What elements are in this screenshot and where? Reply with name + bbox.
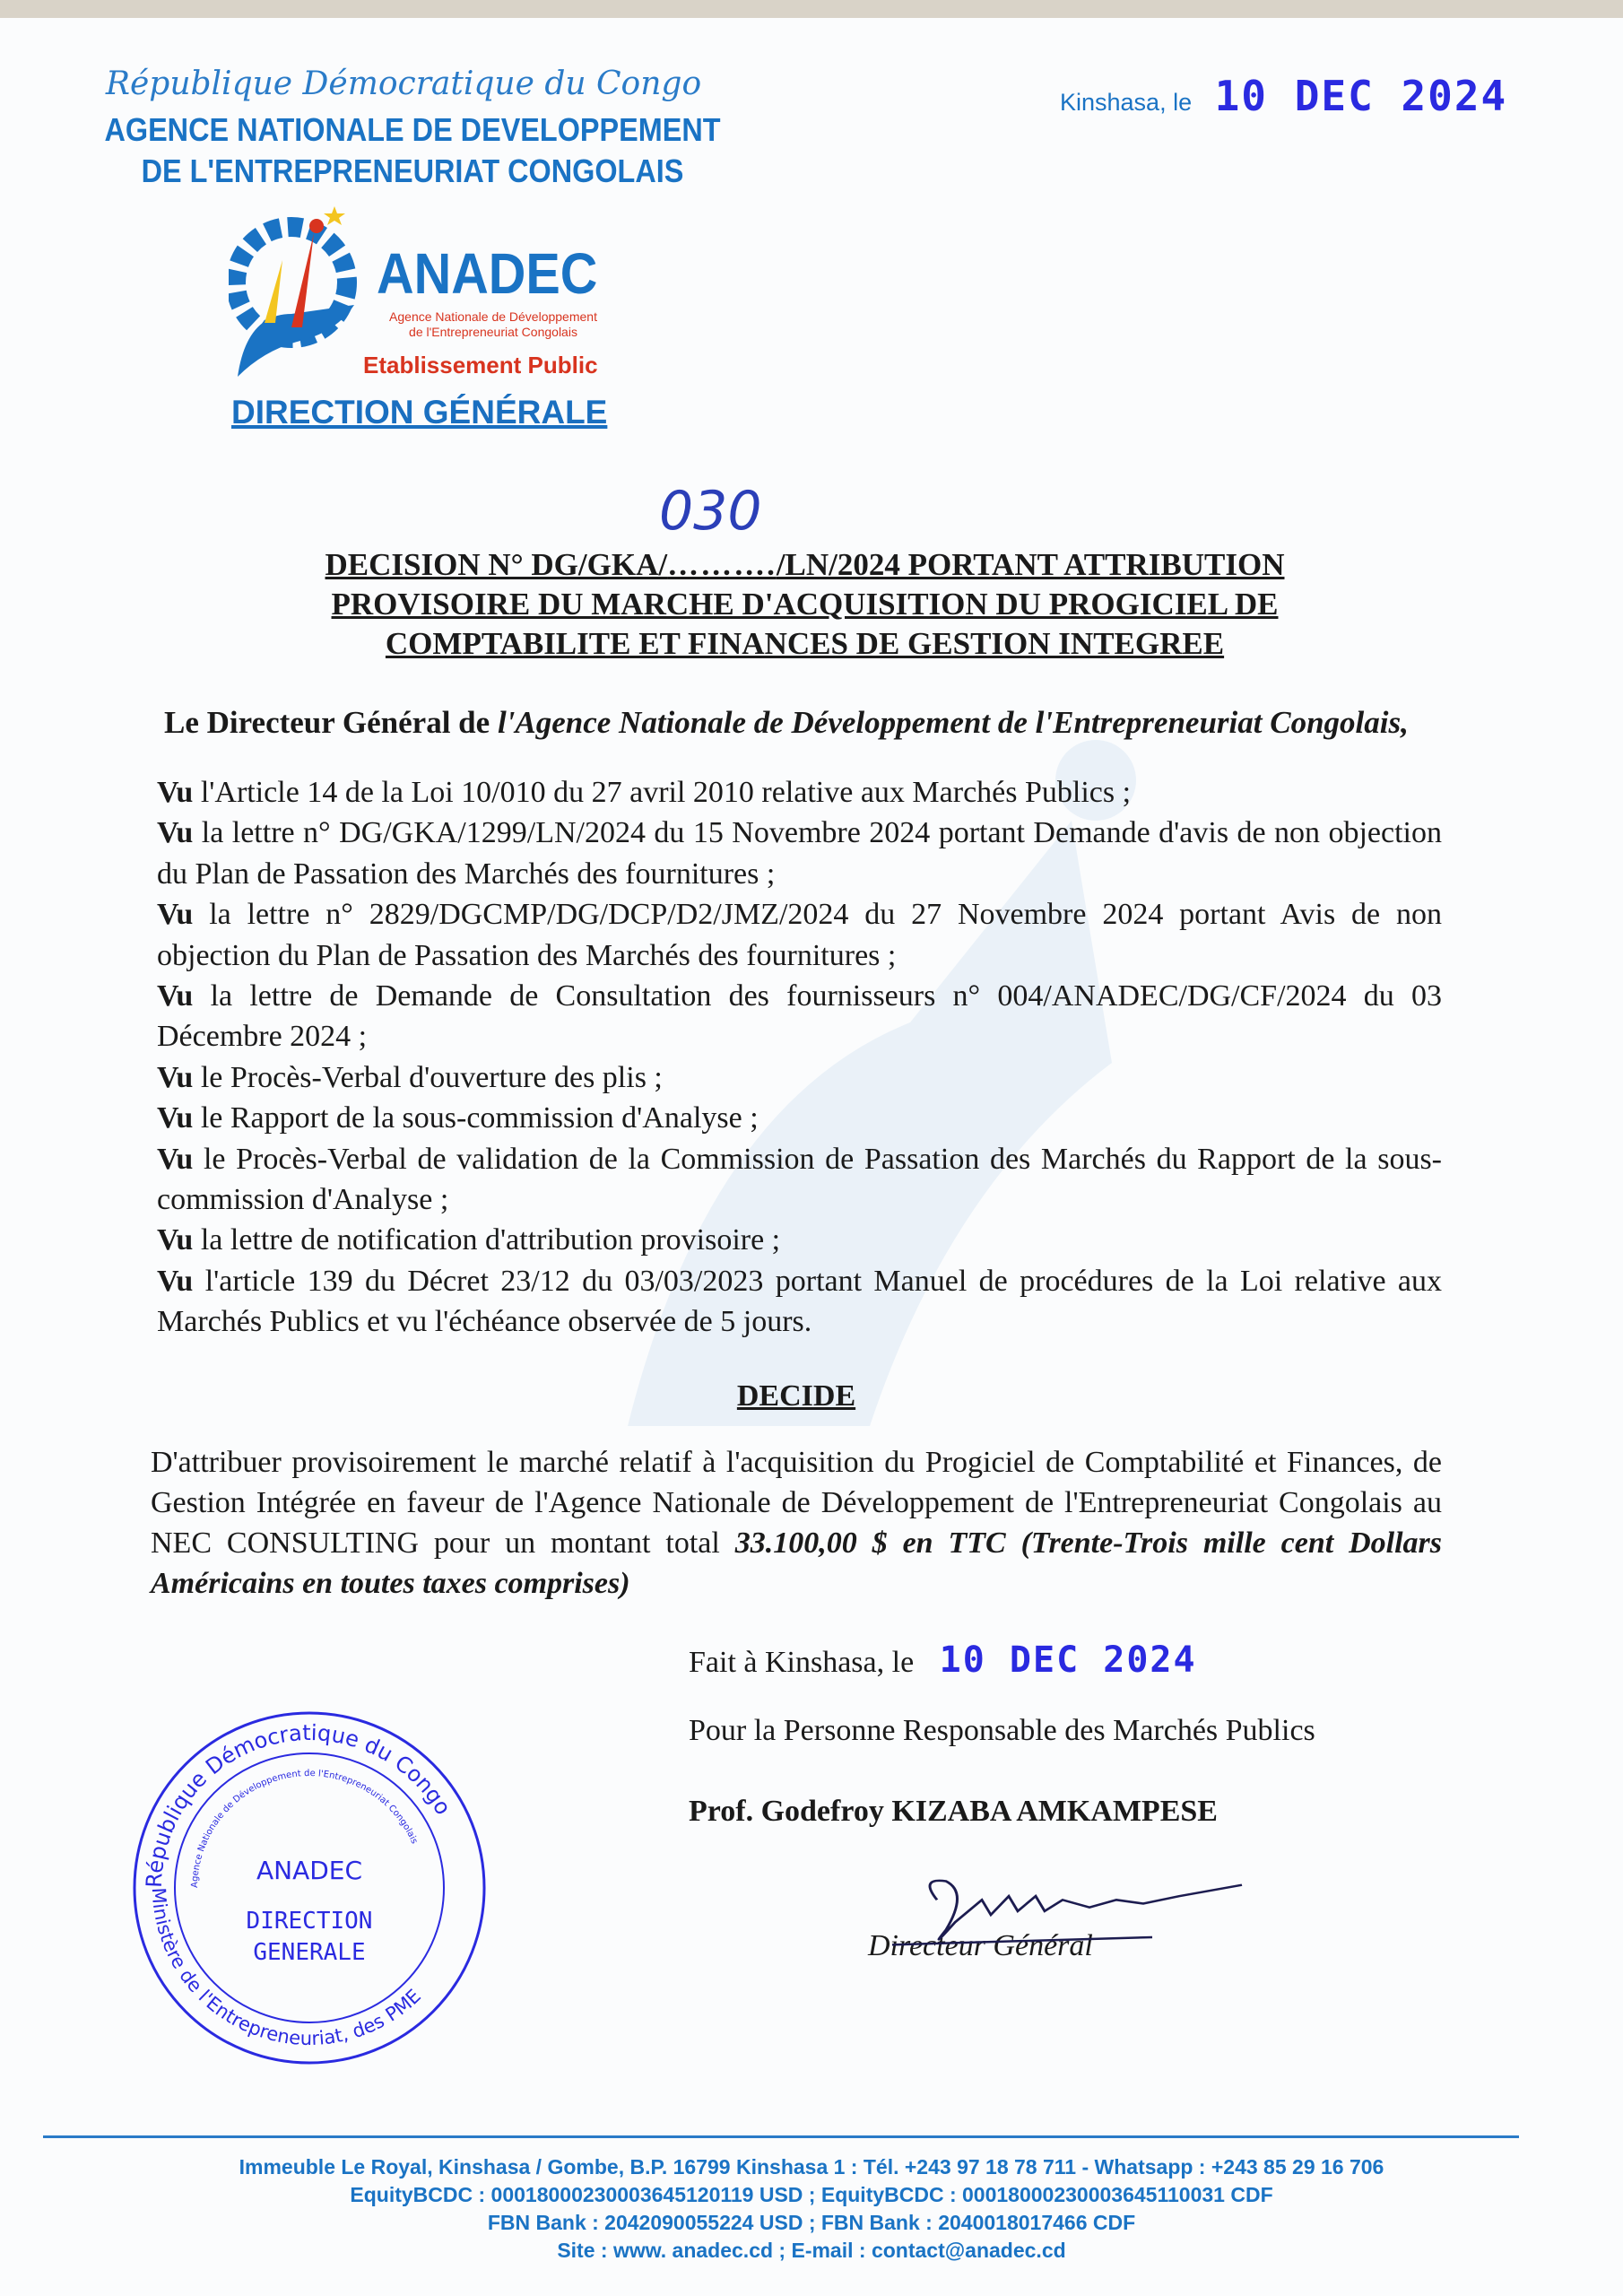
decision-paragraph bbox=[151, 1442, 1442, 1604]
footer-address: Immeuble Le Royal, Kinshasa / Gombe, B.P. 16799 Kinshasa 1 : Tél. +243 97 18 78 711 - Whatsapp : +243 85 29 16 706 bbox=[239, 2155, 1384, 2179]
logo-subtitle-line1: Agence Nationale de Développement bbox=[389, 309, 597, 324]
date-label bbox=[1060, 72, 1507, 120]
footer-bank-equity: EquityBCDC : 00018000230003645120119 USD ; EquityBCDC : 00018000230003645110031 CDF bbox=[350, 2183, 1273, 2206]
consideration-item bbox=[157, 976, 1442, 1057]
scan-edge bbox=[0, 0, 1623, 18]
signatory-name: Prof. Godefroy KIZABA AMKAMPESE bbox=[689, 1794, 1218, 1828]
logo-subtitle bbox=[381, 309, 605, 340]
establishment-label: Etablissement Public bbox=[363, 352, 598, 378]
vu-lead: Vu bbox=[157, 1060, 194, 1094]
agency-name-line1: AGENCE NATIONALE DE DEVELOPPEMENT bbox=[104, 111, 721, 148]
consideration-item bbox=[157, 894, 1442, 976]
vu-text: le Rapport de la sous-commission d'Analyse ; bbox=[193, 1101, 759, 1135]
gear-hand-icon bbox=[229, 206, 372, 386]
logo-subtitle-line2: de l'Entrepreneuriat Congolais bbox=[409, 325, 577, 339]
handwritten-decision-number: 030 bbox=[659, 480, 762, 543]
vu-text: l'Article 14 de la Loi 10/010 du 27 avril 2010 relative aux Marchés Publics ; bbox=[193, 776, 1132, 809]
vu-text: l'article 139 du Décret 23/12 du 03/03/2023 portant Manuel de procédures de la Loi relative aux Marchés Publics et vu l'échéance observée de 5 jours. bbox=[157, 1264, 1442, 1339]
vu-text: la lettre n° 2829/DGCMP/DG/DCP/D2/JMZ/2024 du 27 Novembre 2024 portant Avis de non objection du Plan de Passation des Marchés des fournitures ; bbox=[157, 898, 1442, 972]
logo-wordmark: ANADEC bbox=[377, 241, 598, 306]
fait-label: Fait à Kinshasa, le bbox=[689, 1645, 915, 1679]
vu-lead: Vu bbox=[157, 898, 194, 932]
signatory-role: Directeur Général bbox=[868, 1928, 1093, 1962]
vu-lead: Vu bbox=[157, 816, 194, 850]
title-line3: COMPTABILITE ET FINANCES DE GESTION INTEGREE bbox=[385, 626, 1225, 661]
on-behalf-line: Pour la Personne Responsable des Marchés Publics bbox=[689, 1713, 1315, 1747]
stamp-center-line2: GENERALE bbox=[253, 1939, 366, 1966]
vu-lead: Vu bbox=[157, 1142, 194, 1176]
decision-amount: 33.100,00 $ en TTC (Trente-Trois mille cent Dollars Américains en toutes taxes comprises) bbox=[151, 1526, 1443, 1600]
republic-heading: République Démocratique du Congo bbox=[105, 65, 702, 102]
decision-title bbox=[179, 545, 1430, 664]
date-stamp: 10 DEC 2024 bbox=[1214, 72, 1508, 120]
decision-text: D'attribuer provisoirement le marché relatif à l'acquisition du Progiciel de Comptabilité et Finances, de Gestion Intégrée en faveur de l'Agence Nationale de Développement de l'Entrepreneuriat Congolais au NEC CONSULTING pour un montant total bbox=[151, 1445, 1442, 1560]
intro-paragraph bbox=[164, 704, 1442, 742]
place-date-line bbox=[689, 1638, 1442, 1685]
intro-bold: Le Directeur Général de bbox=[164, 705, 498, 740]
official-stamp bbox=[126, 1704, 493, 2072]
vu-text: la lettre de notification d'attribution provisoire ; bbox=[193, 1223, 781, 1257]
consideration-item bbox=[157, 1261, 1442, 1343]
handwritten-signature bbox=[883, 1870, 1269, 1960]
vu-text: la lettre de Demande de Consultation des fournisseurs n° 004/ANADEC/DG/CF/2024 du 03 Décembre 2024 ; bbox=[157, 979, 1442, 1054]
consideration-item bbox=[157, 772, 1442, 813]
stamp-outer-bottom-text: Ministère de l'Entrepreneuriat, des PME bbox=[147, 1886, 425, 2050]
stamp-center-line1: DIRECTION bbox=[246, 1908, 373, 1935]
decide-heading: DECIDE bbox=[736, 1378, 856, 1413]
footer-bank-fbn: FBN Bank : 2042090055224 USD ; FBN Bank : 2040018017466 CDF bbox=[487, 2211, 1136, 2234]
stamp-logo-text: ANADEC bbox=[256, 1856, 363, 1885]
consideration-item bbox=[157, 1139, 1442, 1221]
date-label-text: Kinshasa, le bbox=[1060, 89, 1193, 116]
vu-lead: Vu bbox=[157, 776, 194, 809]
intro-italic: l'Agence Nationale de Développement de l'Entrepreneuriat Congolais, bbox=[497, 705, 1409, 740]
direction-generale-heading: DIRECTION GÉNÉRALE bbox=[231, 394, 608, 430]
consideration-item bbox=[157, 1057, 1442, 1098]
considerations-list bbox=[157, 772, 1442, 1343]
consideration-item bbox=[157, 1220, 1442, 1260]
anadec-logo bbox=[229, 206, 614, 386]
number-placeholder: ………. bbox=[667, 547, 777, 582]
title-line2: PROVISOIRE DU MARCHE D'ACQUISITION DU PROGICIEL DE bbox=[331, 587, 1279, 622]
consideration-item bbox=[157, 813, 1442, 894]
vu-lead: Vu bbox=[157, 979, 194, 1013]
vu-lead: Vu bbox=[157, 1101, 194, 1135]
title-suffix: /LN/2024 PORTANT ATTRIBUTION bbox=[776, 547, 1285, 582]
title-prefix: DECISION N° DG/GKA/ bbox=[325, 547, 668, 582]
vu-lead: Vu bbox=[157, 1223, 194, 1257]
vu-text: le Procès-Verbal d'ouverture des plis ; bbox=[193, 1060, 663, 1094]
vu-text: le Procès-Verbal de validation de la Commission de Passation des Marchés du Rapport de la sous-commission d'Analyse ; bbox=[157, 1142, 1442, 1217]
fait-date-stamp: 10 DEC 2024 bbox=[939, 1639, 1197, 1681]
consideration-item bbox=[157, 1098, 1442, 1138]
footer-divider bbox=[43, 2135, 1519, 2138]
agency-name-line2: DE L'ENTREPRENEURIAT CONGOLAIS bbox=[141, 152, 684, 189]
stamp-inner-text: Agence Nationale de Développement de l'Entrepreneuriat Congolais bbox=[189, 1768, 420, 1889]
stamp-outer-top-text: République Démocratique du Congo bbox=[141, 1719, 456, 1889]
footer-contact: Site : www. anadec.cd ; E-mail : contact@anadec.cd bbox=[557, 2239, 1066, 2262]
vu-text: la lettre n° DG/GKA/1299/LN/2024 du 15 Novembre 2024 portant Demande d'avis de non objection du Plan de Passation des Marchés des fournitures ; bbox=[157, 816, 1442, 891]
vu-lead: Vu bbox=[157, 1264, 194, 1298]
title-line1 bbox=[179, 545, 1430, 585]
